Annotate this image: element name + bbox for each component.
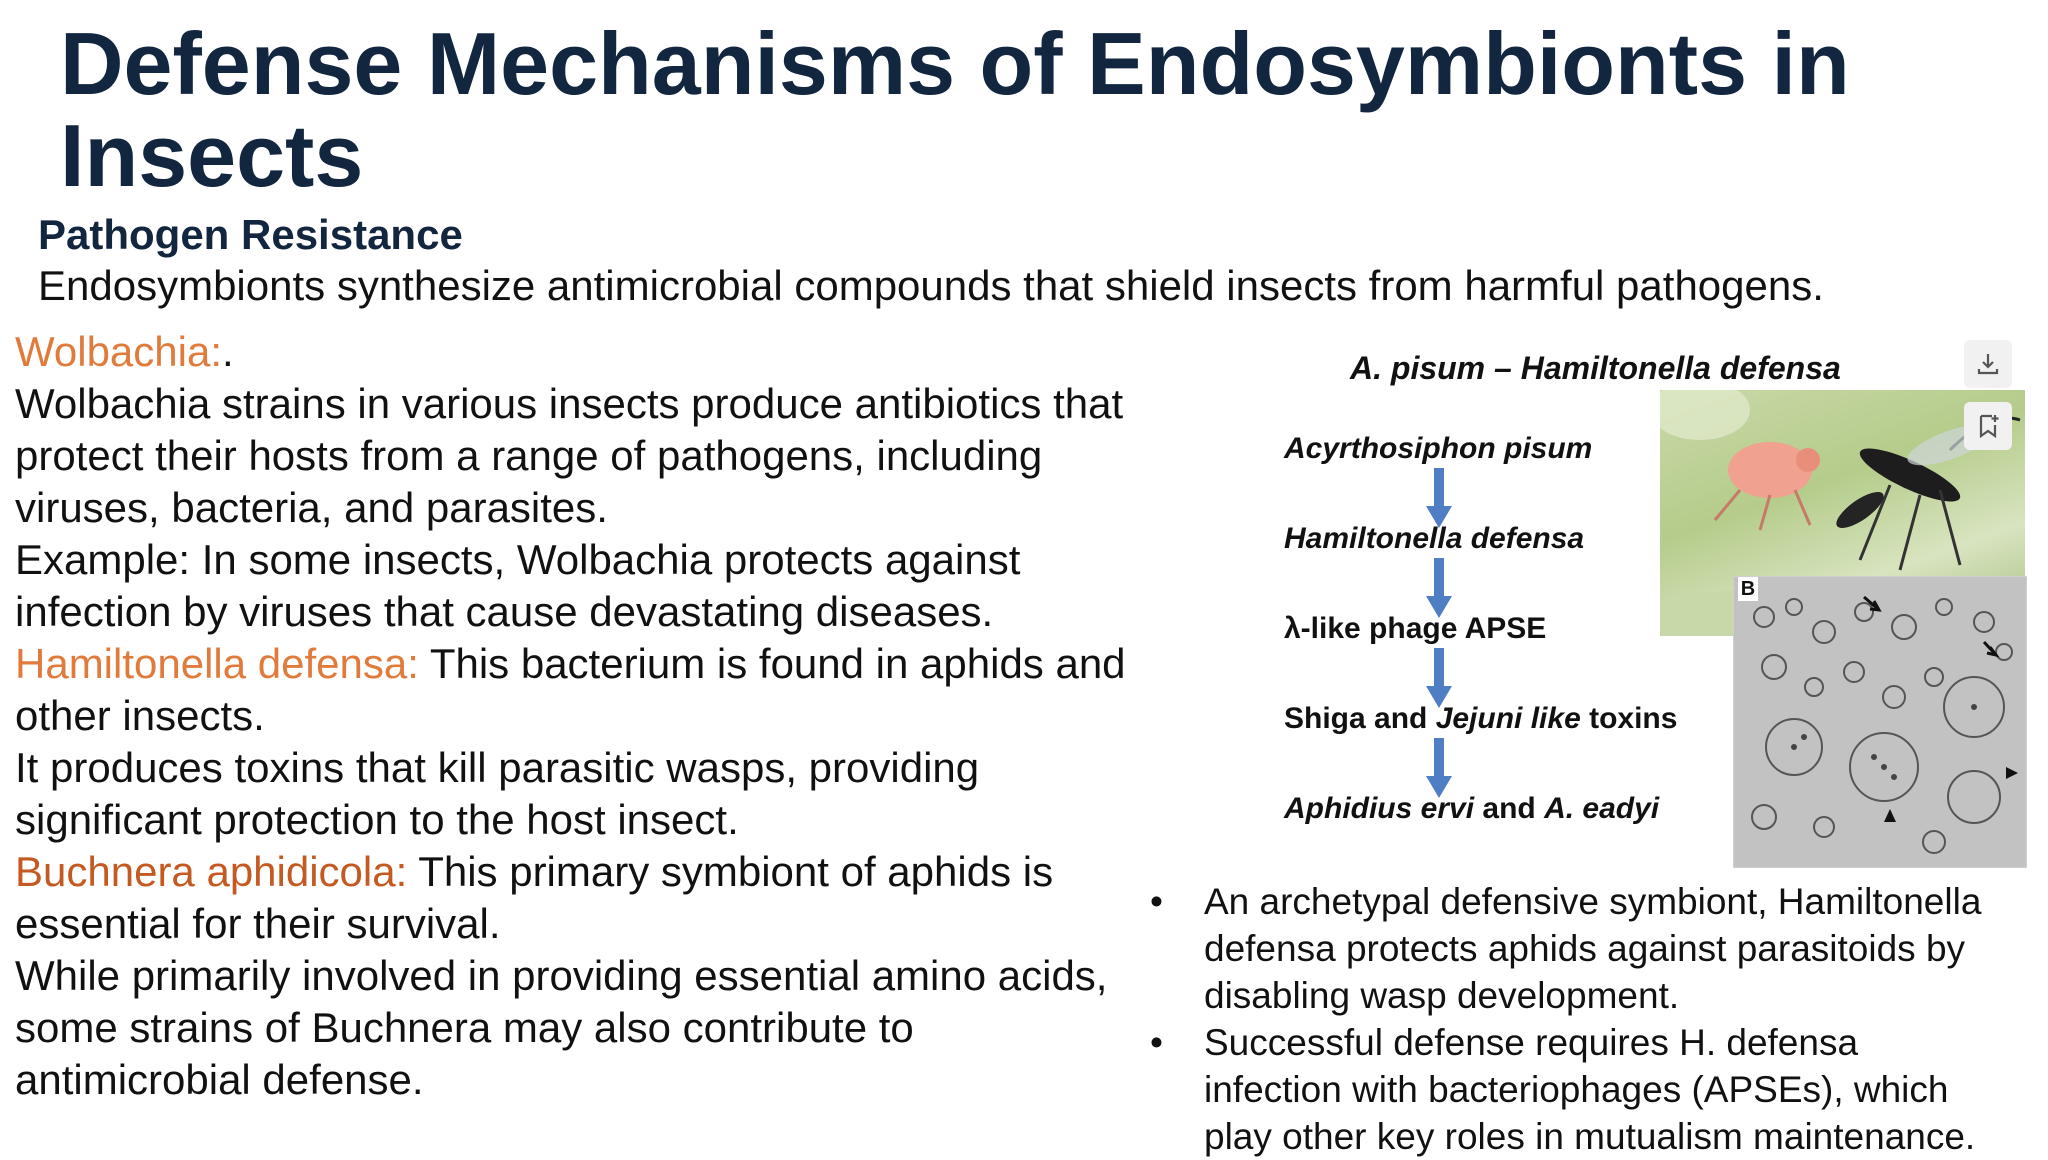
electron-micrograph (1733, 576, 2027, 868)
body-line: While primarily involved in providing essential amino acids, (15, 952, 1108, 999)
flow-step-phage: λ-like phage APSE (1284, 612, 1547, 645)
bullet-line: infection with bacteriophages (APSEs), which (1204, 1069, 1949, 1110)
body-line: antimicrobial defense. (15, 1056, 424, 1103)
intro-text: Endosymbionts synthesize antimicrobial compounds that shield insects from harmful pathogens. (38, 262, 1824, 309)
body-line: some strains of Buchnera may also contribute to (15, 1004, 914, 1051)
body-line: essential for their survival. (15, 900, 501, 947)
body-line: significant protection to the host insect. (15, 796, 739, 843)
flow-step-aphid: Acyrthosiphon pisum (1284, 432, 1593, 465)
wolbachia-suffix: . (222, 328, 234, 375)
hamiltonella-heading (15, 638, 1195, 690)
bullet-line: Successful defense requires H. defensa (1204, 1022, 1859, 1063)
body-line: protect their hosts from a range of pathogens, including (15, 432, 1043, 479)
panel-label: B (1738, 577, 1758, 601)
body-text (15, 326, 1195, 1106)
body-line: other insects. (15, 692, 265, 739)
figure-title: A. pisum – Hamiltonella defensa (1350, 350, 1841, 386)
flow-step-parasitoids: Aphidius ervi and A. eadyi (1284, 792, 1660, 825)
bullet-item (1150, 878, 2040, 1019)
bullet-marker: • (1150, 1022, 1163, 1063)
flow-arrow (1426, 738, 1452, 798)
body-line: infection by viruses that cause devastating diseases. (15, 588, 994, 635)
flow-arrow (1426, 558, 1452, 618)
body-line: Wolbachia strains in various insects produce antibiotics that (15, 380, 1124, 427)
bullet-item (1150, 1019, 2040, 1160)
buchnera-first: This primary symbiont of aphids is (407, 848, 1054, 895)
hamiltonella-figure (1260, 340, 2030, 870)
flow-arrow (1426, 468, 1452, 528)
buchnera-heading (15, 846, 1195, 898)
bullet-line: An archetypal defensive symbiont, Hamiltonella (1204, 881, 1982, 922)
wolbachia-label: Wolbachia: (15, 328, 223, 375)
flow-arrow (1426, 648, 1452, 708)
download-button[interactable] (1964, 340, 2012, 388)
buchnera-label: Buchnera aphidicola: (15, 848, 408, 895)
bullet-marker: • (1150, 881, 1163, 922)
body-line: Example: In some insects, Wolbachia protects against (15, 536, 1021, 583)
slide-title: Defense Mechanisms of Endosymbionts in Insects (60, 14, 1850, 205)
bullet-line: defensa protects aphids against parasitoids by (1204, 928, 1966, 969)
body-line: It produces toxins that kill parasitic wasps, providing (15, 744, 980, 791)
bookmark-button[interactable] (1964, 402, 2012, 450)
bullet-line: play other key roles in mutualism maintenance. (1204, 1116, 1976, 1157)
bookmark-add-icon (1975, 413, 2001, 439)
flow-step-hamiltonella: Hamiltonella defensa (1284, 522, 1585, 555)
micrograph-texture (1734, 577, 2026, 867)
hamiltonella-first: This bacterium is found in aphids and (418, 640, 1126, 687)
bullet-list (1150, 878, 2040, 1160)
wolbachia-heading (15, 326, 1195, 378)
bullet-line: disabling wasp development. (1204, 975, 1680, 1016)
download-icon (1975, 351, 2001, 377)
section-subtitle: Pathogen Resistance (38, 211, 463, 258)
hamiltonella-label: Hamiltonella defensa: (15, 640, 419, 687)
flow-step-toxins: Shiga and Jejuni like toxins (1284, 702, 1678, 735)
body-line: viruses, bacteria, and parasites. (15, 484, 608, 531)
